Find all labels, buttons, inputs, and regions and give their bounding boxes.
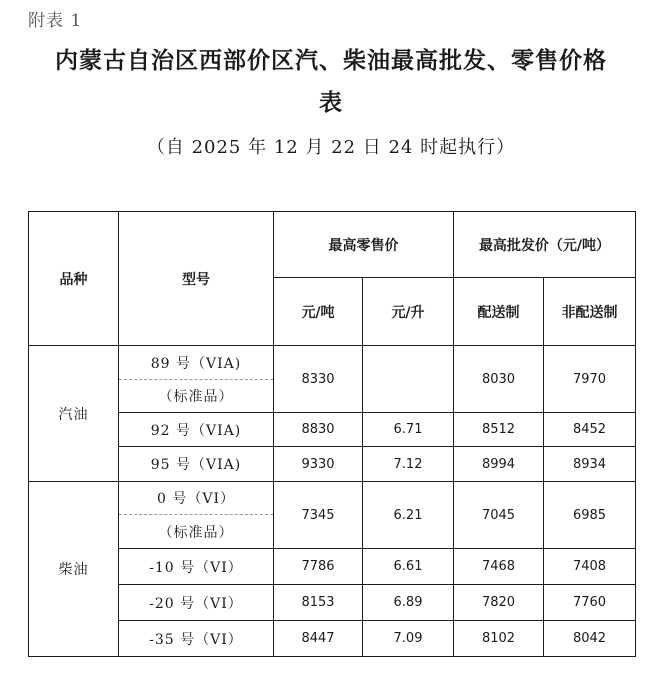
retail-ton-cell: 8153 — [274, 585, 363, 621]
variety-gasoline: 汽油 — [29, 346, 119, 482]
table-row — [29, 585, 636, 621]
retail-ton-cell: 8330 — [274, 346, 363, 413]
non-delivery-cell: 8452 — [544, 413, 636, 447]
delivery-cell: 8102 — [454, 621, 544, 657]
retail-liter-cell — [363, 346, 454, 413]
model-cell: -35 号（VI） — [119, 621, 274, 657]
delivery-cell: 7468 — [454, 549, 544, 585]
model-cell: -20 号（VI） — [119, 585, 274, 621]
delivery-cell: 8030 — [454, 346, 544, 413]
effective-date: （自 2025 年 12 月 22 日 24 时起执行） — [146, 137, 516, 158]
header-non-delivery: 非配送制 — [544, 278, 636, 346]
retail-liter-cell: 6.71 — [363, 413, 454, 447]
retail-liter-cell: 6.21 — [363, 482, 454, 549]
delivery-cell: 7820 — [454, 585, 544, 621]
retail-ton-cell: 8830 — [274, 413, 363, 447]
table-row — [29, 346, 636, 380]
delivery-cell: 8512 — [454, 413, 544, 447]
delivery-cell: 8994 — [454, 447, 544, 482]
table-row — [29, 413, 636, 447]
document-title: 内蒙古自治区西部价区汽、柴油最高批发、零售价格 — [55, 47, 607, 74]
header-retail-ton: 元/吨 — [274, 278, 363, 346]
retail-ton-cell: 8447 — [274, 621, 363, 657]
table-row — [29, 549, 636, 585]
header-delivery: 配送制 — [454, 278, 544, 346]
model-cell: 95 号（VIA) — [119, 447, 274, 482]
header-retail-liter: 元/升 — [363, 278, 454, 346]
header-retail-group: 最高零售价 — [274, 212, 454, 278]
table-row — [29, 621, 636, 657]
document-title-continued: 表 — [319, 89, 343, 116]
non-delivery-cell: 7970 — [544, 346, 636, 413]
variety-diesel: 柴油 — [29, 482, 119, 657]
header-variety: 品种 — [29, 212, 119, 346]
retail-liter-cell: 7.12 — [363, 447, 454, 482]
model-cell: -10 号（VI） — [119, 549, 274, 585]
header-model: 型号 — [119, 212, 274, 346]
delivery-cell: 7045 — [454, 482, 544, 549]
model-cell: 0 号（VI） — [119, 482, 274, 515]
header-row — [29, 212, 636, 278]
retail-liter-cell: 6.61 — [363, 549, 454, 585]
retail-liter-cell: 6.89 — [363, 585, 454, 621]
non-delivery-cell: 8934 — [544, 447, 636, 482]
retail-liter-cell: 7.09 — [363, 621, 454, 657]
model-note-cell: （标准品） — [119, 380, 274, 413]
appendix-label: 附表 1 — [28, 11, 83, 31]
non-delivery-cell: 6985 — [544, 482, 636, 549]
non-delivery-cell: 7408 — [544, 549, 636, 585]
header-wholesale-group: 最高批发价（元/吨） — [454, 212, 636, 278]
retail-ton-cell: 7786 — [274, 549, 363, 585]
model-cell: 92 号（VIA) — [119, 413, 274, 447]
retail-ton-cell: 9330 — [274, 447, 363, 482]
model-cell: 89 号（VIA) — [119, 346, 274, 380]
table-row — [29, 482, 636, 515]
model-note-cell: （标准品） — [119, 515, 274, 549]
non-delivery-cell: 7760 — [544, 585, 636, 621]
price-table — [28, 211, 636, 657]
non-delivery-cell: 8042 — [544, 621, 636, 657]
retail-ton-cell: 7345 — [274, 482, 363, 549]
table-row — [29, 447, 636, 482]
